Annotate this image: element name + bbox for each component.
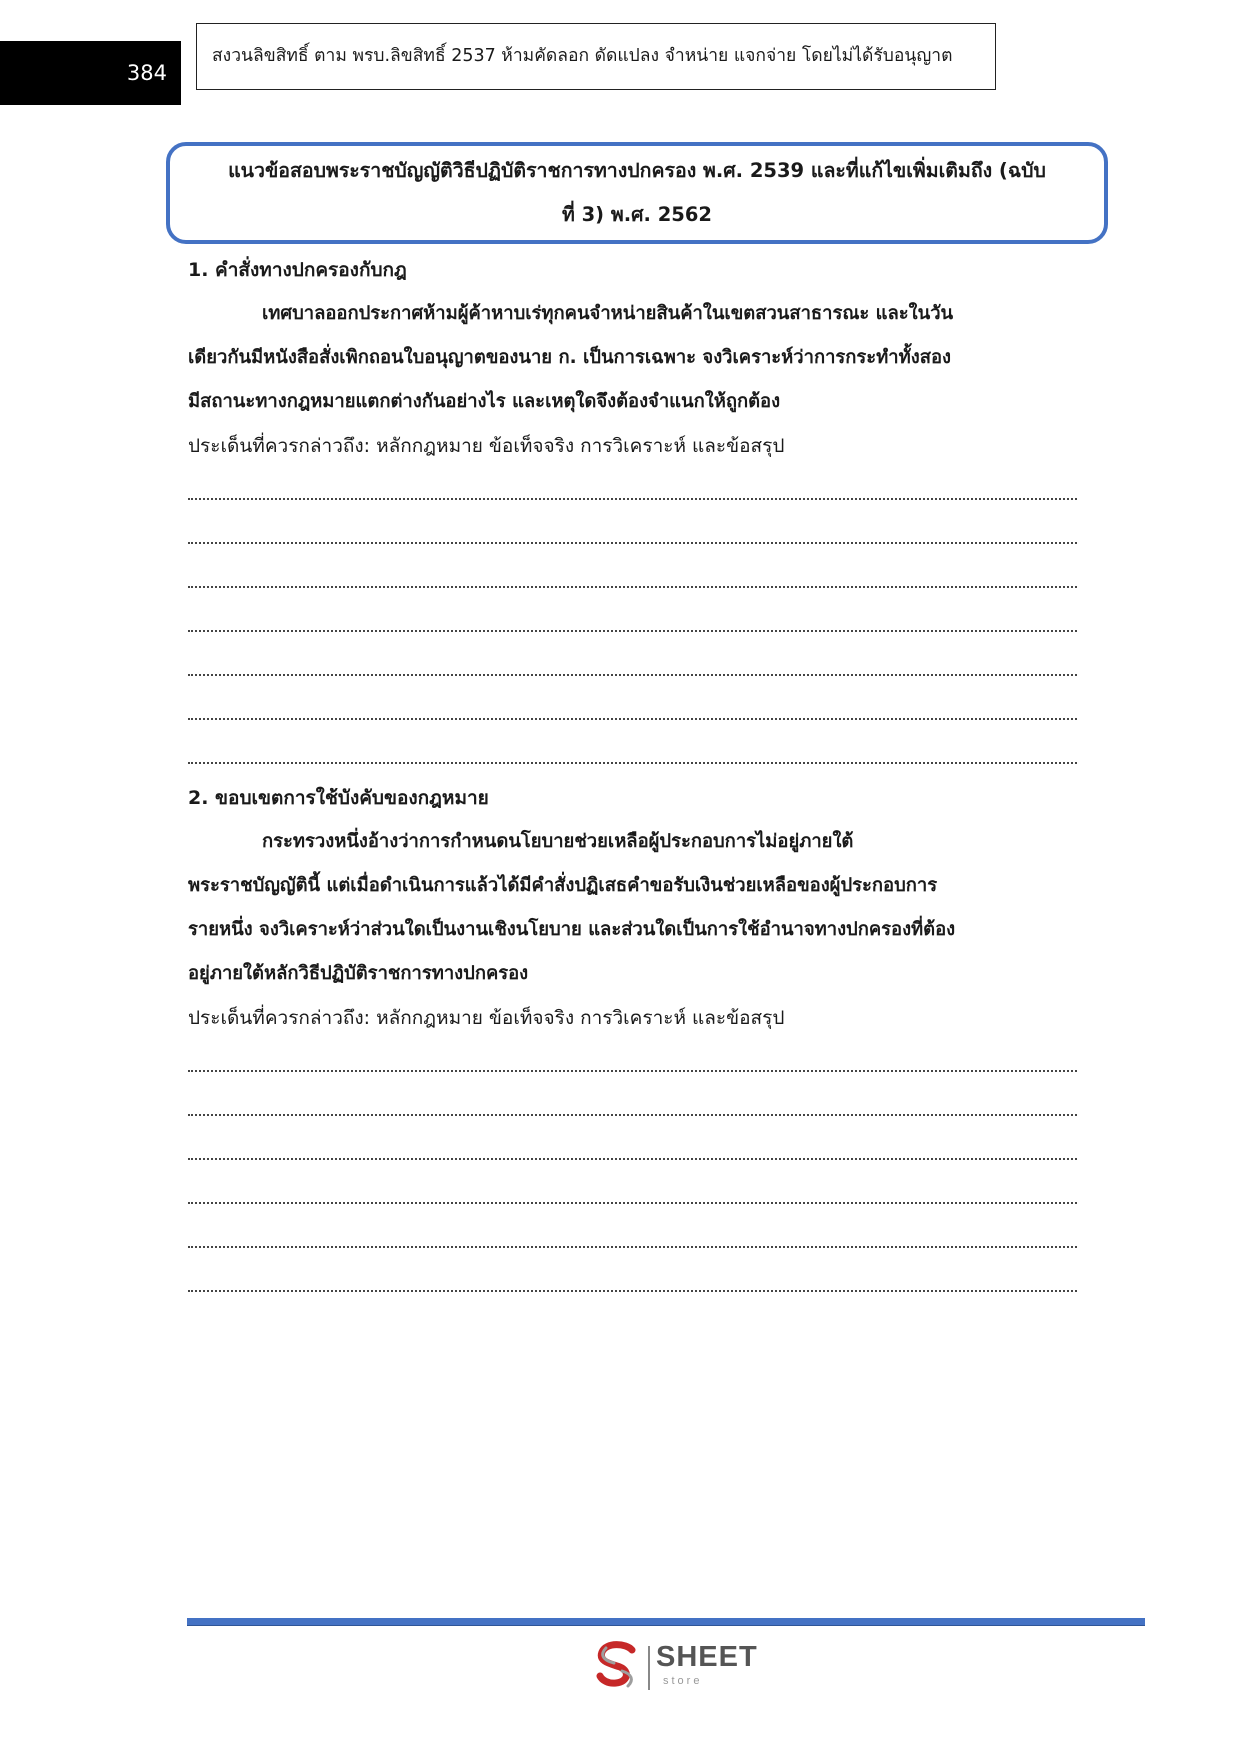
title-line-1: แนวข้อสอบพระราชบัญญัติวิธีปฏิบัติราชการทางปกครอง พ.ศ. 2539 และที่แก้ไขเพิ่มเติมถึง (ฉบับ <box>228 159 1046 182</box>
sheet-store-logo <box>592 1640 762 1698</box>
section-2-line-2: พระราชบัญญัตินี้ แต่เมื่อดำเนินการแล้วได้มีคำสั่งปฏิเสธคำขอรับเงินช่วยเหลือของผู้ประกอบการ <box>188 875 938 896</box>
sheet-store-s-logo-icon <box>592 1640 642 1692</box>
section-1-line-1: เทศบาลออกประกาศห้ามผู้ค้าหาบเร่ทุกคนจำหน่ายสินค้าในเขตสวนสาธารณะ และในวัน <box>262 303 954 324</box>
footer-rule <box>187 1618 1145 1626</box>
section-2-question <box>188 820 1077 996</box>
section-2-answer-area <box>188 1040 1077 1304</box>
answer-line <box>188 1084 1077 1128</box>
answer-line <box>188 556 1077 600</box>
document-title <box>166 142 1108 244</box>
copyright-notice: สงวนลิขสิทธิ์ ตาม พรบ.ลิขสิทธิ์ 2537 ห้ามคัดลอก ดัดแปลง จำหน่าย แจกจ่าย โดยไม่ได้รับอนุญาต <box>196 23 996 90</box>
section-1-guide: ประเด็นที่ควรกล่าวถึง: หลักกฎหมาย ข้อเท็จจริง การวิเคราะห์ และข้อสรุป <box>188 435 785 457</box>
section-2-heading: 2. ขอบเขตการใช้บังคับของกฎหมาย <box>188 787 489 809</box>
section-1-answer-area <box>188 468 1077 776</box>
answer-line <box>188 1040 1077 1084</box>
answer-line <box>188 1260 1077 1304</box>
logo-wordmark: SHEET <box>656 1641 758 1673</box>
section-1-heading: 1. คำสั่งทางปกครองกับกฎ <box>188 259 407 281</box>
section-2-line-4: อยู่ภายใต้หลักวิธีปฏิบัติราชการทางปกครอง <box>188 963 529 984</box>
answer-line <box>188 732 1077 776</box>
answer-line <box>188 512 1077 556</box>
page-number: 384 <box>0 41 181 105</box>
section-1-line-3: มีสถานะทางกฎหมายแตกต่างกันอย่างไร และเหตุใดจึงต้องจำแนกให้ถูกต้อง <box>188 391 781 412</box>
answer-line <box>188 1216 1077 1260</box>
title-line-2: ที่ 3) พ.ศ. 2562 <box>561 203 712 226</box>
answer-line <box>188 644 1077 688</box>
answer-line <box>188 1172 1077 1216</box>
content <box>188 248 1077 1304</box>
section-1-question <box>188 292 1077 424</box>
section-2-line-1: กระทรวงหนึ่งอ้างว่าการกำหนดนโยบายช่วยเหลือผู้ประกอบการไม่อยู่ภายใต้ <box>262 831 854 852</box>
answer-line <box>188 1128 1077 1172</box>
section-2-guide: ประเด็นที่ควรกล่าวถึง: หลักกฎหมาย ข้อเท็จจริง การวิเคราะห์ และข้อสรุป <box>188 1007 785 1029</box>
section-1-line-2: เดียวกันมีหนังสือสั่งเพิกถอนใบอนุญาตของนาย ก. เป็นการเฉพาะ จงวิเคราะห์ว่าการกระทำทั้งสอง <box>188 347 951 368</box>
logo-subtext: store <box>663 1675 703 1687</box>
section-2-line-3: รายหนึ่ง จงวิเคราะห์ว่าส่วนใดเป็นงานเชิงนโยบาย และส่วนใดเป็นการใช้อำนาจทางปกครองที่ต้อง <box>188 919 956 940</box>
answer-line <box>188 468 1077 512</box>
logo-separator <box>648 1646 650 1690</box>
answer-line <box>188 600 1077 644</box>
answer-line <box>188 688 1077 732</box>
